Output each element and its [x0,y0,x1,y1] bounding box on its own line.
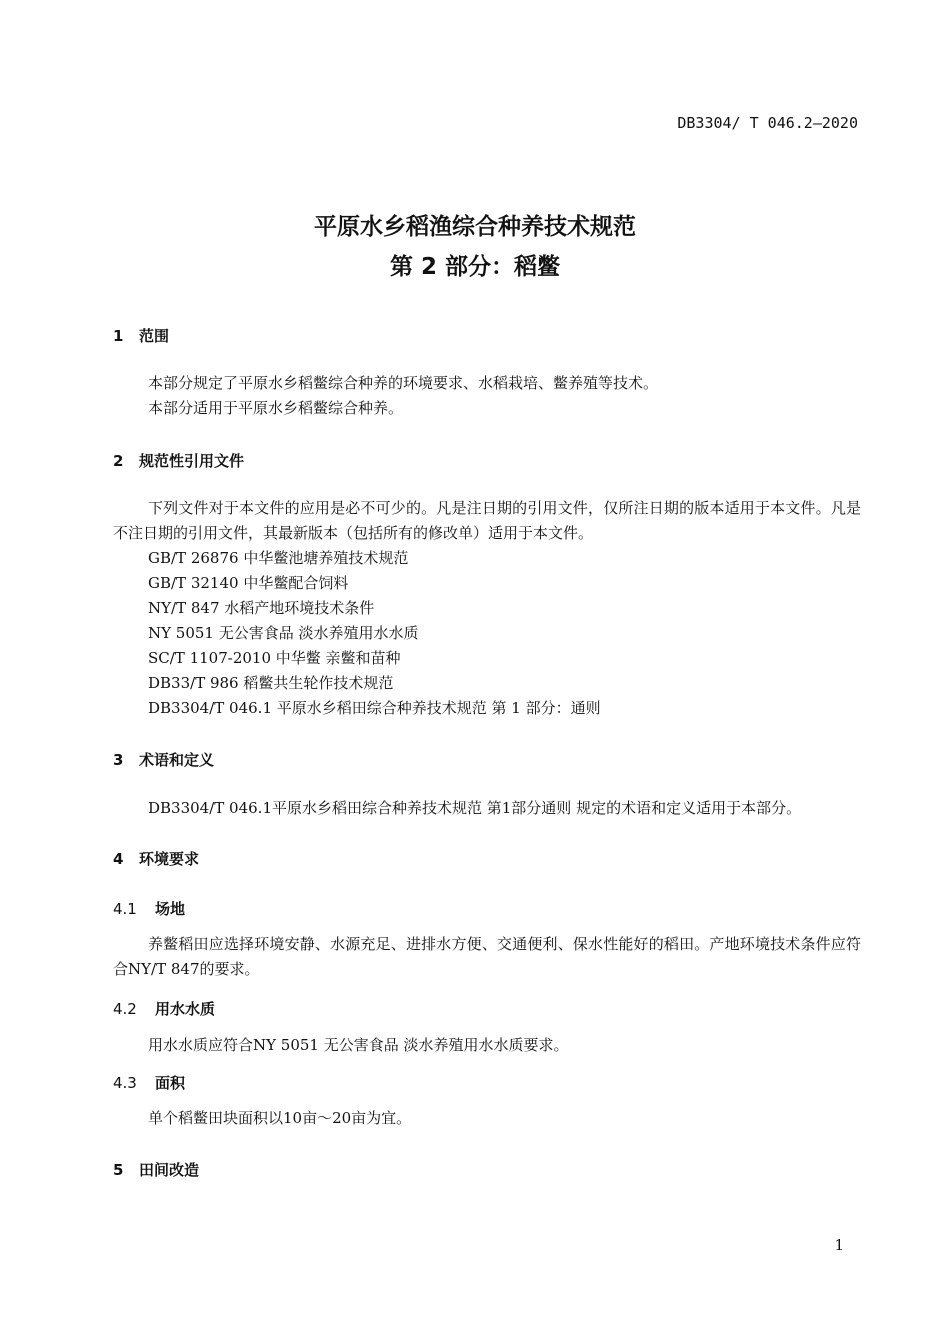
subsection-heading-4-1 [113,898,185,919]
section-title: 田间改造 [139,1161,200,1179]
section-heading-5 [113,1159,199,1180]
section-title: 环境要求 [139,850,200,868]
section-number: 1 [113,327,124,345]
paragraph: 本部分规定了平原水乡稻鳖综合种养的环境要求、水稻栽培、鳖养殖等技术。 [148,374,659,392]
reference-item: GB/T 32140 中华鳖配合饲料 [148,574,349,592]
subsection-number: 4.3 [113,1074,137,1092]
page-number: 1 [834,1236,844,1254]
section-heading-2 [113,450,244,471]
section-number: 2 [113,452,124,470]
section-title: 规范性引用文件 [139,452,245,470]
paragraph: 养鳖稻田应选择环境安静、水源充足、进排水方便、交通便利、保水性能好的稻田。产地环境技术条件应符合NY/T 847的要求。 [113,935,861,978]
document-subtitle: 第 2 部分：稻鳖 [389,254,561,280]
section-number: 4 [113,850,124,868]
subsection-title: 场地 [155,900,186,918]
reference-item: NY/T 847 水稻产地环境技术条件 [148,599,375,617]
document-number: DB3304/ T 046.2—2020 [677,114,858,132]
paragraph: 下列文件对于本文件的应用是必不可少的。凡是注日期的引用文件，仅所注日期的版本适用于本文件。凡是不注日期的引用文件，其最新版本（包括所有的修改单）适用于本文件。 [113,499,861,542]
reference-item: DB3304/T 046.1 平原水乡稻田综合种养技术规范 第 1 部分：通则 [148,699,601,717]
paragraph: 本部分适用于平原水乡稻鳖综合种养。 [148,399,404,417]
paragraph: 单个稻鳖田块面积以10亩～20亩为宜。 [148,1109,412,1127]
subsection-number: 4.2 [113,1000,137,1018]
section-heading-1 [113,325,169,346]
paragraph: DB3304/T 046.1平原水乡稻田综合种养技术规范 第1部分通则 规定的术语和定义适用于本部分。 [148,799,802,817]
reference-item: NY 5051 无公害食品 淡水养殖用水水质 [148,624,419,642]
section-number: 3 [113,751,124,769]
subsection-heading-4-2 [113,998,215,1019]
subsection-number: 4.1 [113,900,137,918]
section-heading-3 [113,749,214,770]
paragraph: 用水水质应符合NY 5051 无公害食品 淡水养殖用水水质要求。 [148,1036,569,1054]
subsection-title: 用水水质 [155,1000,216,1018]
reference-item: SC/T 1107-2010 中华鳖 亲鳖和苗种 [148,649,401,667]
subsection-title: 面积 [155,1074,186,1092]
section-number: 5 [113,1161,124,1179]
section-title: 术语和定义 [139,751,215,769]
subsection-heading-4-3 [113,1072,185,1093]
reference-item: GB/T 26876 中华鳖池塘养殖技术规范 [148,549,409,567]
reference-item: DB33/T 986 稻鳖共生轮作技术规范 [148,674,394,692]
document-title: 平原水乡稻渔综合种养技术规范 [314,214,636,240]
section-heading-4 [113,848,199,869]
section-title: 范围 [139,327,170,345]
